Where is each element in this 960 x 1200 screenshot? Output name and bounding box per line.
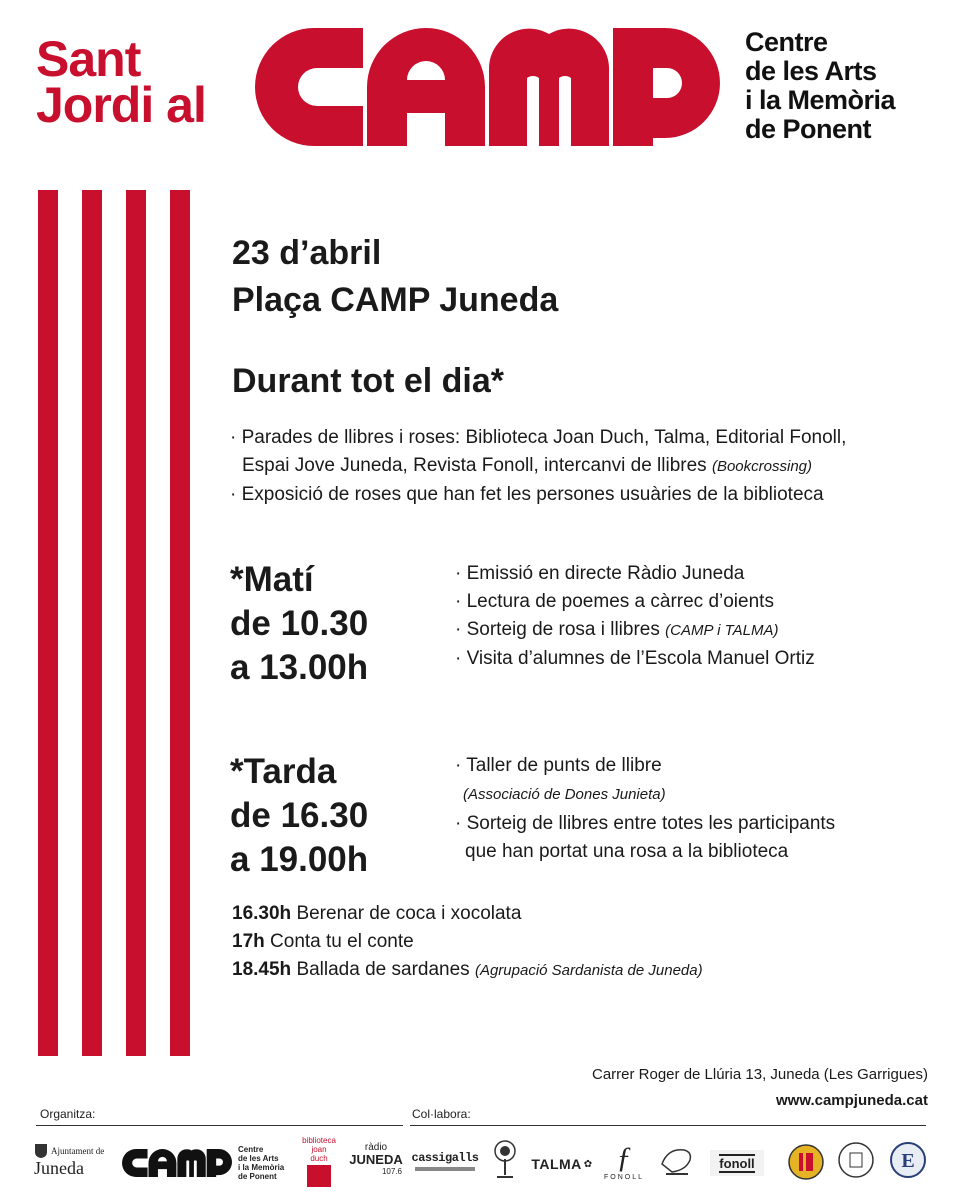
- all-day-list: · Parades de llibres i roses: Biblioteca Joan Duch, Talma, Editorial Fonoll, Espai Jove Juneda, Revista Fonoll, intercanvi de llibres (Bookcrossing) · Exposició de roses que han fet les persones usuàries de la biblioteca: [230, 427, 847, 505]
- list-item: · Visita d’alumnes de l’Escola Manuel Ortiz: [455, 648, 815, 669]
- camp-logo: [255, 28, 720, 146]
- list-item: · Sorteig de rosa i llibres (CAMP i TALMA): [455, 619, 779, 640]
- e-seal-logo: [888, 1140, 928, 1180]
- tree-icon: [491, 1139, 519, 1181]
- camp-footer-logo: Centre de les Arts i la Memòria de Ponent: [122, 1146, 292, 1180]
- afternoon-heading: *Tarda de 16.30 a 19.00h: [230, 752, 369, 879]
- all-day-heading: Durant tot el dia*: [232, 362, 505, 400]
- svg-text:E: E: [901, 1150, 915, 1172]
- bird-icon: [658, 1144, 694, 1178]
- morning-list: [455, 560, 815, 673]
- e-badge-icon: [889, 1141, 927, 1179]
- seal-icon: [837, 1141, 875, 1179]
- talma-logo: TALMA ✿: [531, 1156, 593, 1172]
- radio-juneda-logo: ràdio JUNEDA 107.6: [349, 1142, 403, 1176]
- street-address: Carrer Roger de Llúria 13, Juneda (Les Garrigues): [592, 1066, 928, 1083]
- round-seal-logo: [836, 1140, 876, 1180]
- shield-emblem-logo: [786, 1138, 826, 1186]
- footer-divider: [36, 1125, 403, 1126]
- decorative-stripe: [38, 190, 58, 1056]
- list-item: · Sorteig de llibres entre totes les participants: [455, 813, 836, 834]
- editorial-fonoll-logo: ƒ FONOLL: [603, 1140, 644, 1181]
- event-title: Sant Jordi al: [36, 31, 206, 133]
- tree-emblem-logo: [490, 1138, 520, 1182]
- footer-divider: [410, 1125, 926, 1126]
- schedule-list: [232, 900, 703, 985]
- revista-fonoll-logo: fonoll: [710, 1150, 764, 1176]
- collabora-label: Col·labora:: [412, 1107, 471, 1121]
- centre-name: Centre de les Arts i la Memòria de Ponent: [745, 27, 896, 144]
- list-item: · Taller de punts de llibre: [455, 755, 662, 776]
- decorative-stripe: [82, 190, 102, 1056]
- coat-of-arms-icon: [34, 1143, 48, 1159]
- f-letter-icon: ƒ: [616, 1140, 632, 1174]
- ajuntament-juneda-logo: Ajuntament de Juneda: [34, 1140, 106, 1180]
- list-item: que han portat una rosa a la biblioteca: [465, 841, 789, 862]
- list-item: · Lectura de poemes a càrrec d’oients: [455, 591, 774, 612]
- book-icon: [307, 1165, 331, 1187]
- address-block: [592, 1062, 928, 1114]
- list-item: · Emissió en directe Ràdio Juneda: [455, 563, 745, 584]
- event-place: Plaça CAMP Juneda: [232, 281, 559, 319]
- biblioteca-joan-duch-logo: biblioteca joan duch: [302, 1134, 336, 1188]
- list-item-note: (Associació de Dones Junieta): [463, 786, 666, 803]
- camp-small-icon: [122, 1149, 232, 1177]
- rose-icon: ✿: [583, 1158, 593, 1170]
- event-date-place: [232, 230, 558, 324]
- website-link[interactable]: www.campjuneda.cat: [776, 1092, 928, 1109]
- schedule-item: 18.45h Ballada de sardanes (Agrupació Sardanista de Juneda): [232, 959, 703, 980]
- schedule-item: 16.30h Berenar de coca i xocolata: [232, 903, 522, 924]
- decorative-stripe: [126, 190, 146, 1056]
- schedule-item: 17h Conta tu el conte: [232, 931, 414, 952]
- cassigalls-logo: cassigalls: [412, 1146, 478, 1176]
- morning-heading: *Matí de 10.30 a 13.00h: [230, 560, 369, 687]
- organitza-label: Organitza:: [40, 1107, 96, 1121]
- bird-emblem-logo: [656, 1142, 696, 1180]
- decorative-stripe: [170, 190, 190, 1056]
- afternoon-list: [455, 752, 835, 866]
- event-date: 23 d’abril: [232, 234, 382, 272]
- shield-icon: [788, 1139, 824, 1185]
